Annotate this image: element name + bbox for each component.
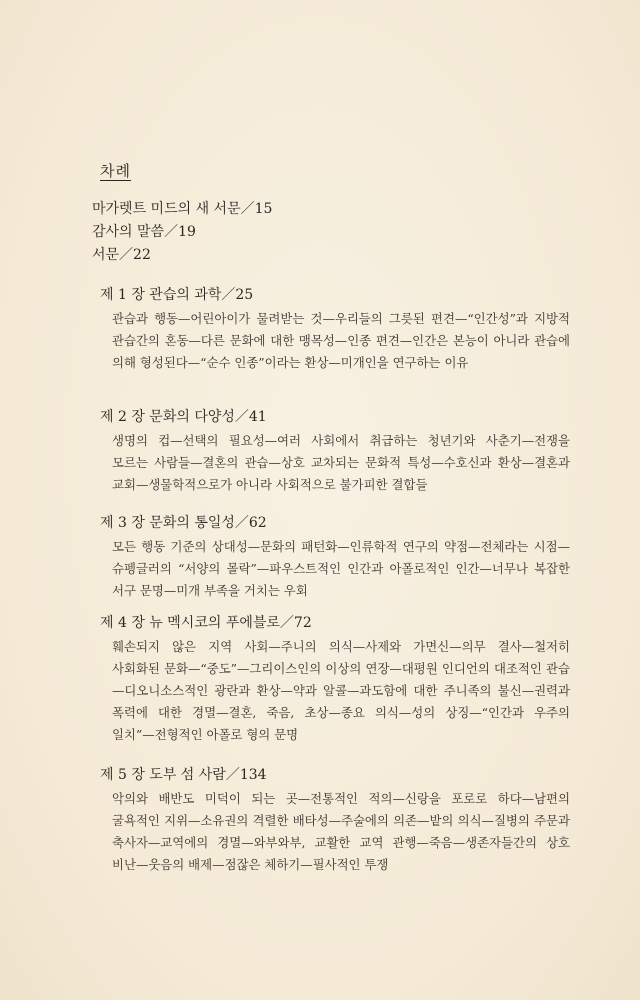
front-matter-item: 서문／22 — [92, 247, 151, 263]
chapter-3 — [100, 512, 570, 602]
chapter-summary: 관습과 행동—어린아이가 물려받는 것—우리들의 그릇된 편견—“인간성”과 지방적 관습간의 혼동—다른 문화에 대한 맹목성—인종 편견—인간은 본능이 아니라 관습에 의해 형성된다—“순수 인종”이라는 환상—미개인을 연구하는 이유 — [112, 311, 570, 370]
front-matter-item: 감사의 말씀／19 — [92, 224, 196, 240]
front-matter-list — [92, 198, 272, 267]
chapter-heading: 제 1 장 관습의 과학／25 — [100, 287, 254, 303]
chapter-2 — [100, 406, 570, 496]
chapter-summary: 모든 행동 기준의 상대성—문화의 패턴화—인류학적 연구의 약점—전체라는 시점—슈펭글러의 “서양의 몰락”—파우스트적인 인간과 아폴로적인 인간—너무나 복잡한 서구 문명—미개 부족을 거치는 우회 — [112, 539, 570, 598]
chapter-heading: 제 5 장 도부 섬 사람／134 — [100, 767, 267, 783]
chapter-summary: 악의와 배반도 미덕이 되는 곳—전통적인 적의—신랑을 포로로 하다—남편의 굴욕적인 지위—소유권의 격렬한 배타성—주술에의 의존—밭의 의식—질병의 주문과 축사자—교역에의 경멸—와부와부, 교활한 교역 관행—죽음—생존자들간의 상호 비난—웃음의 배제—점잖은 체하기—필사적인 투쟁 — [112, 791, 570, 872]
front-matter-item: 마가렛트 미드의 새 서문／15 — [92, 201, 273, 217]
chapter-heading: 제 3 장 문화의 통일성／62 — [100, 515, 267, 531]
chapter-heading: 제 2 장 문화의 다양성／41 — [100, 409, 267, 425]
chapter-4 — [100, 612, 570, 746]
chapter-heading: 제 4 장 뉴 멕시코의 푸에블로／72 — [100, 615, 312, 631]
chapter-summary: 생명의 컵—선택의 필요성—여러 사회에서 취급하는 청년기와 사춘기—전쟁을 모르는 사람들—결혼의 관습—상호 교차되는 문화적 특성—수호신과 환상—결혼과 교회—생물학적으로가 아니라 사회적으로 불가피한 결합들 — [112, 433, 570, 492]
chapter-summary: 훼손되지 않은 지역 사회—주니의 의식—사제와 가면신—의무 결사—철저히 사회화된 문화—“중도”—그리이스인의 이상의 연장—대평원 인디언의 대조적인 관습—디오니소스적인 광란과 환상—약과 알콜—과도함에 대한 주니족의 불신—권력과 폭력에 대한 경멸—결혼, 죽음, 초상—종요 의식—성의 상징—“인간과 우주의 일치”—전형적인 아폴로 형의 문명 — [112, 639, 570, 742]
chapter-5 — [100, 764, 570, 876]
toc-title: 차례 — [100, 162, 131, 180]
chapter-1 — [100, 284, 570, 374]
